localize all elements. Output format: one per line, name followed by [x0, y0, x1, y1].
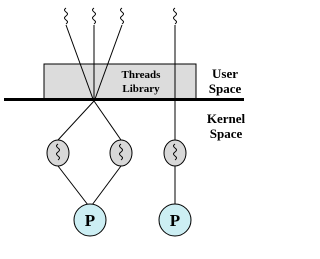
thread-squiggle-icon	[121, 8, 124, 24]
thread-squiggle-icon	[174, 8, 177, 24]
user-space-label-line1: User	[212, 66, 238, 81]
processor-left	[74, 204, 106, 236]
user-kernel-boundary	[4, 98, 244, 101]
user-thread-squiggles	[65, 8, 177, 24]
kernel-space-label-line2: Space	[209, 126, 243, 141]
thread-squiggle-icon	[93, 8, 96, 24]
processor-right-label: P	[169, 211, 181, 230]
processor-left-label: P	[84, 211, 96, 230]
processor-right	[159, 204, 191, 236]
kernel-space-label-line1: Kernel	[206, 111, 246, 126]
kernel-thread-left	[47, 140, 69, 166]
kernel-thread-lines	[58, 101, 121, 140]
library-label-line2: Library	[122, 83, 160, 95]
kernel-thread-middle	[110, 140, 132, 166]
thread-squiggle-icon	[65, 8, 68, 24]
processor-lines	[58, 166, 175, 205]
user-space-label-line2: Space	[208, 81, 242, 96]
kernel-thread-right	[164, 140, 186, 166]
library-label-line1: Threads	[121, 69, 161, 81]
threads-library-box	[44, 64, 196, 100]
